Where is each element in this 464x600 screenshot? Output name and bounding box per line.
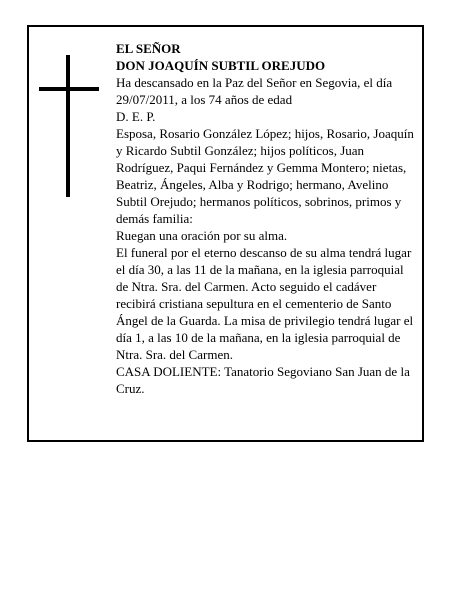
funeral-home: CASA DOLIENTE: Tanatorio Segoviano San Juan de la Cruz.	[116, 364, 410, 396]
cross-vertical-bar	[66, 55, 70, 197]
deceased-name: DON JOAQUÍN SUBTIL OREJUDO	[116, 58, 326, 73]
notice-heading-title: EL SEÑOR	[116, 41, 181, 56]
obituary-notice	[27, 25, 424, 442]
funeral-details: El funeral por el eterno descanso de su alma tendrá lugar el día 30, a las 11 de la mañana, en la iglesia parroquial de Ntra. Sra. del Carmen. Acto seguido el cadáver recibirá cristiana sepultura en el cementerio de Santo Ángel de la Guarda. La misa de privilegio tendrá lugar el día 1, a las 10 de la mañana, en la iglesia parroquial de Ntra. Sra. del Carmen.	[116, 245, 414, 362]
notice-text	[116, 40, 416, 397]
prayer-request: Ruegan una oración por su alma.	[116, 228, 288, 243]
family-members: Esposa, Rosario González López; hijos, Rosario, Joaquín y Ricardo Subtil González; hijos políticos, Juan Rodríguez, Paqui Fernández y Gemma Montero; nietas, Beatriz, Ángeles, Alba y Rodrigo; hermano, Avelino Subtil Orejudo; hermanos políticos, sobrinos, primos y demás familia:	[116, 126, 414, 226]
cross-horizontal-bar	[39, 87, 99, 91]
dep-line: D. E. P.	[116, 109, 156, 124]
death-announcement: Ha descansado en la Paz del Señor en Segovia, el día 29/07/2011, a los 74 años de edad	[116, 75, 393, 107]
cross-icon	[39, 55, 99, 197]
